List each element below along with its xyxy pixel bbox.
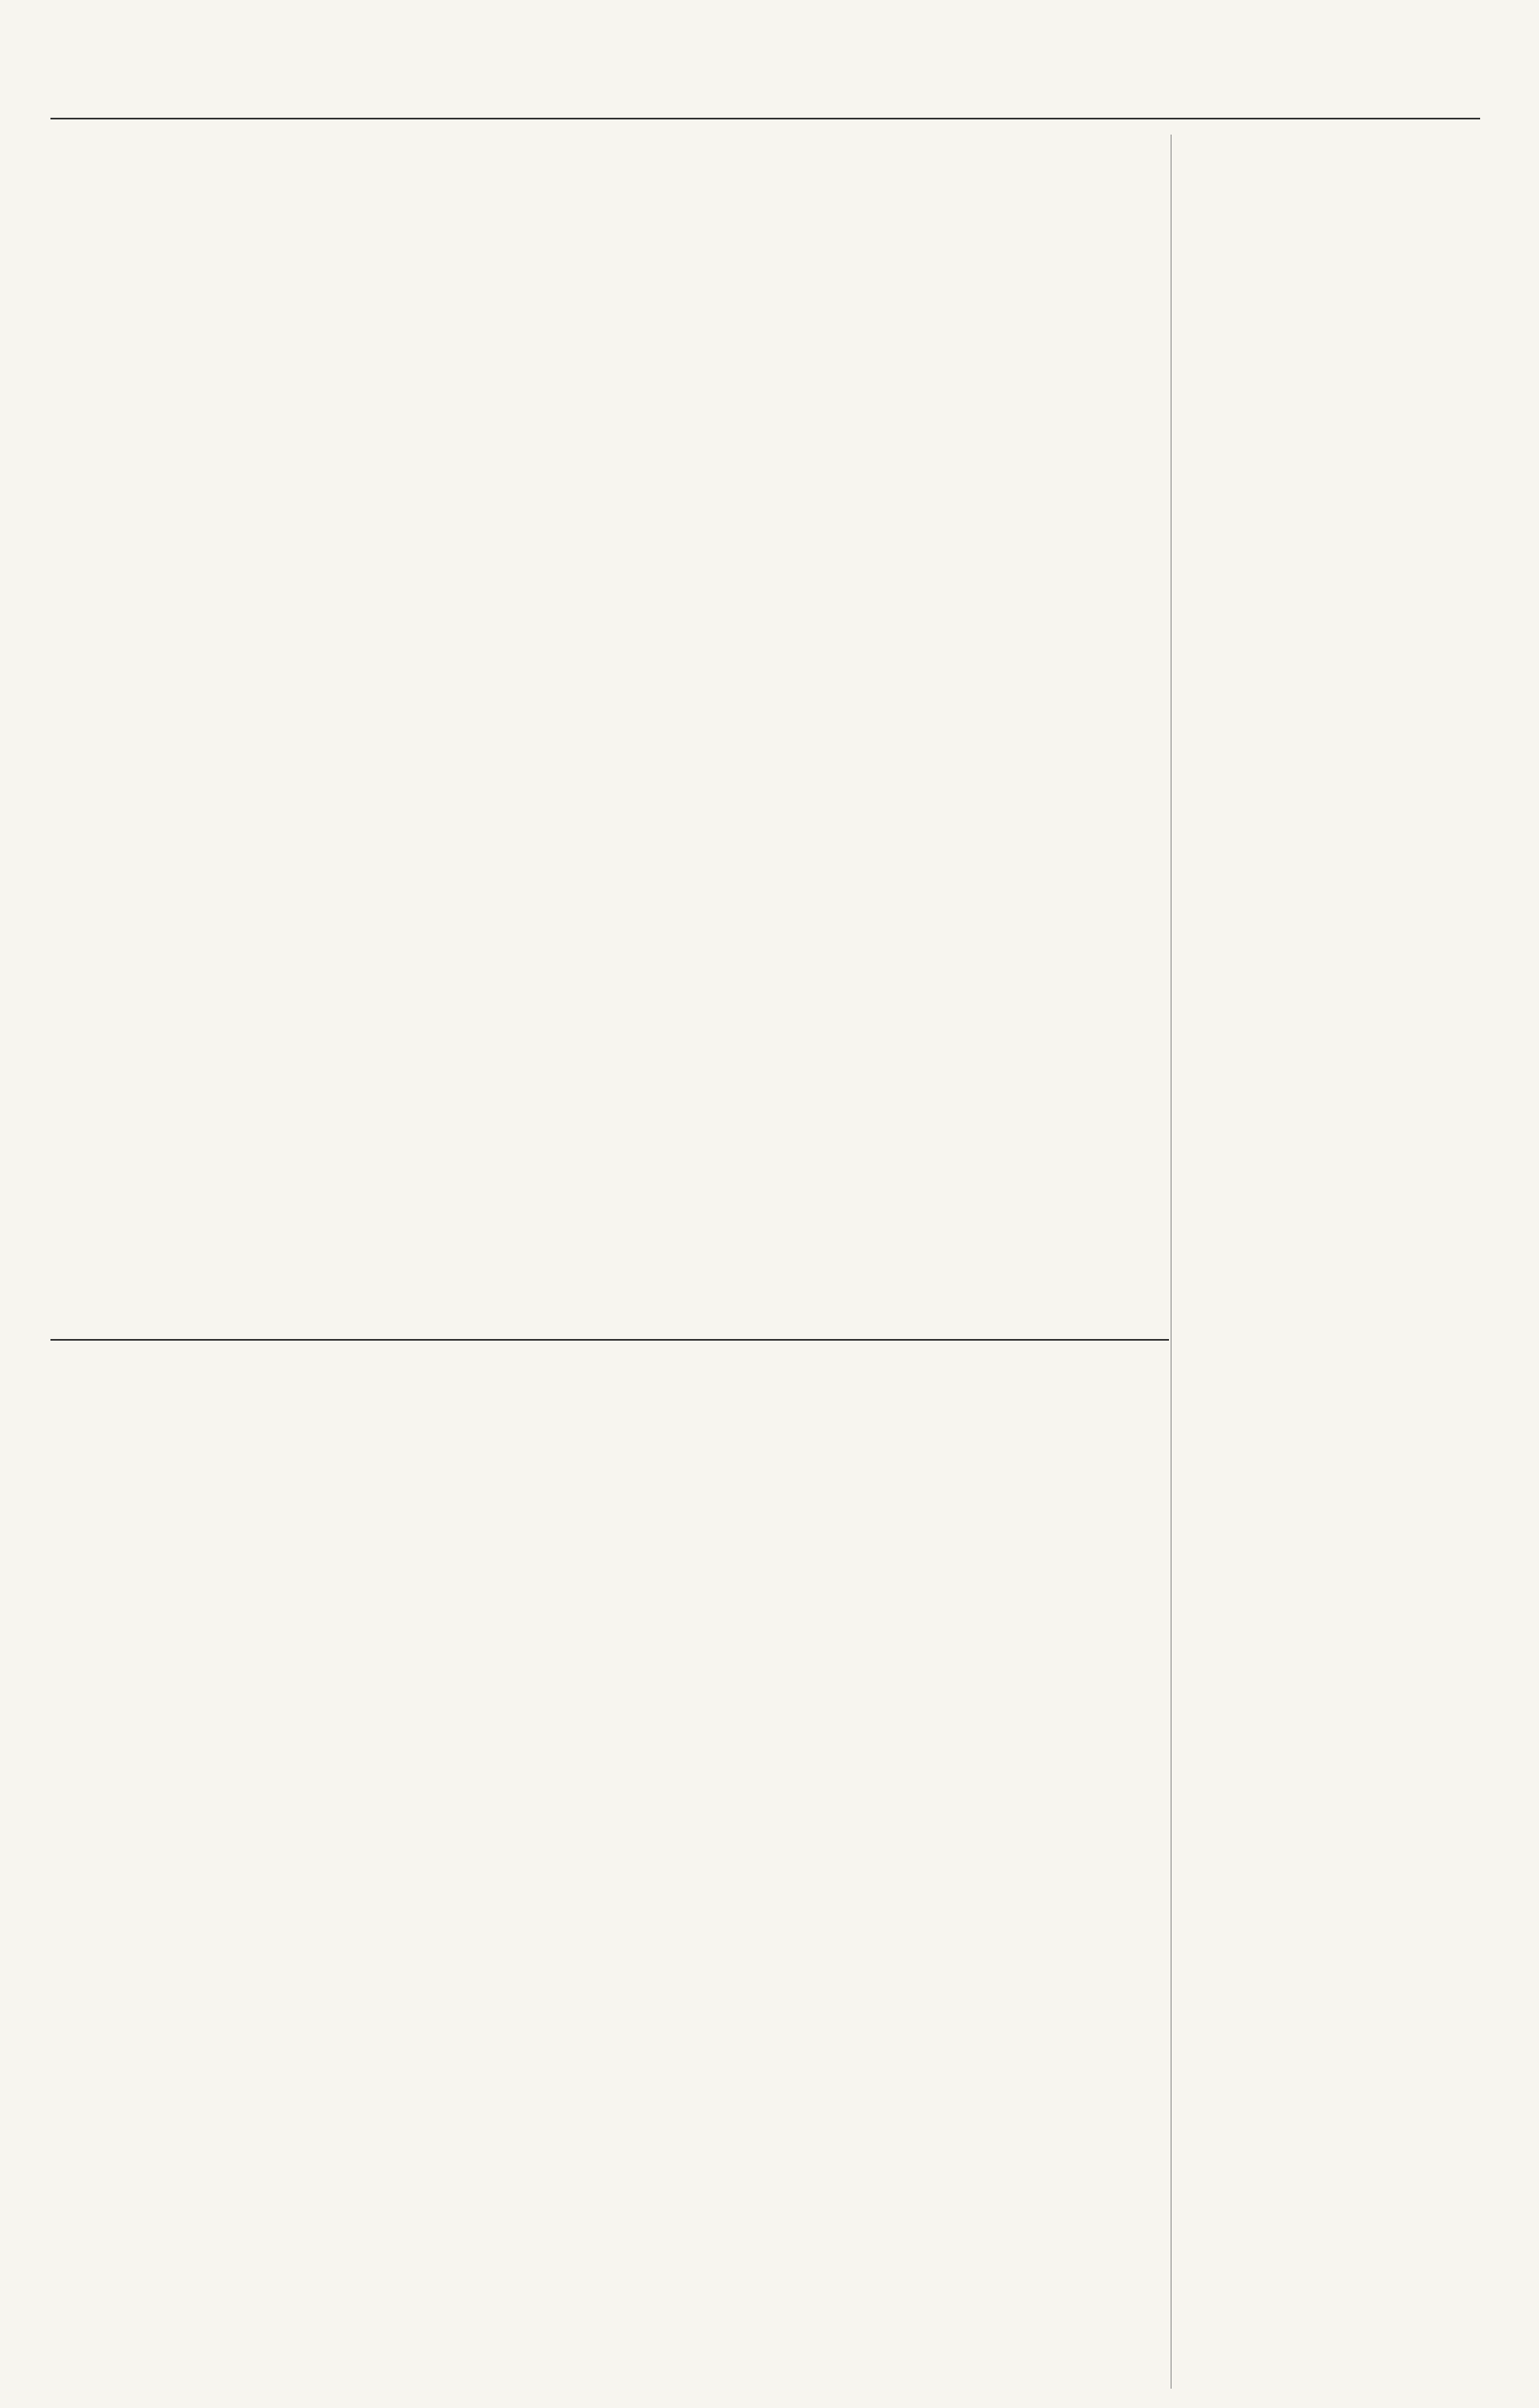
article3-column: [1181, 139, 1379, 2393]
masthead: [0, 0, 1539, 118]
article1-column-2: [335, 236, 602, 1329]
masthead-rule: [50, 118, 1480, 119]
article2-column-3: [612, 1438, 880, 2389]
article1-column-1: [57, 236, 325, 1329]
article-divider: [50, 1339, 1169, 1341]
article1-column-4: [890, 236, 1157, 1329]
article2-column-1: [57, 1438, 325, 2389]
article2-column-4: [890, 1438, 1157, 2389]
article1-column-3: [612, 236, 880, 1329]
article2-column-2: [335, 1438, 602, 2389]
